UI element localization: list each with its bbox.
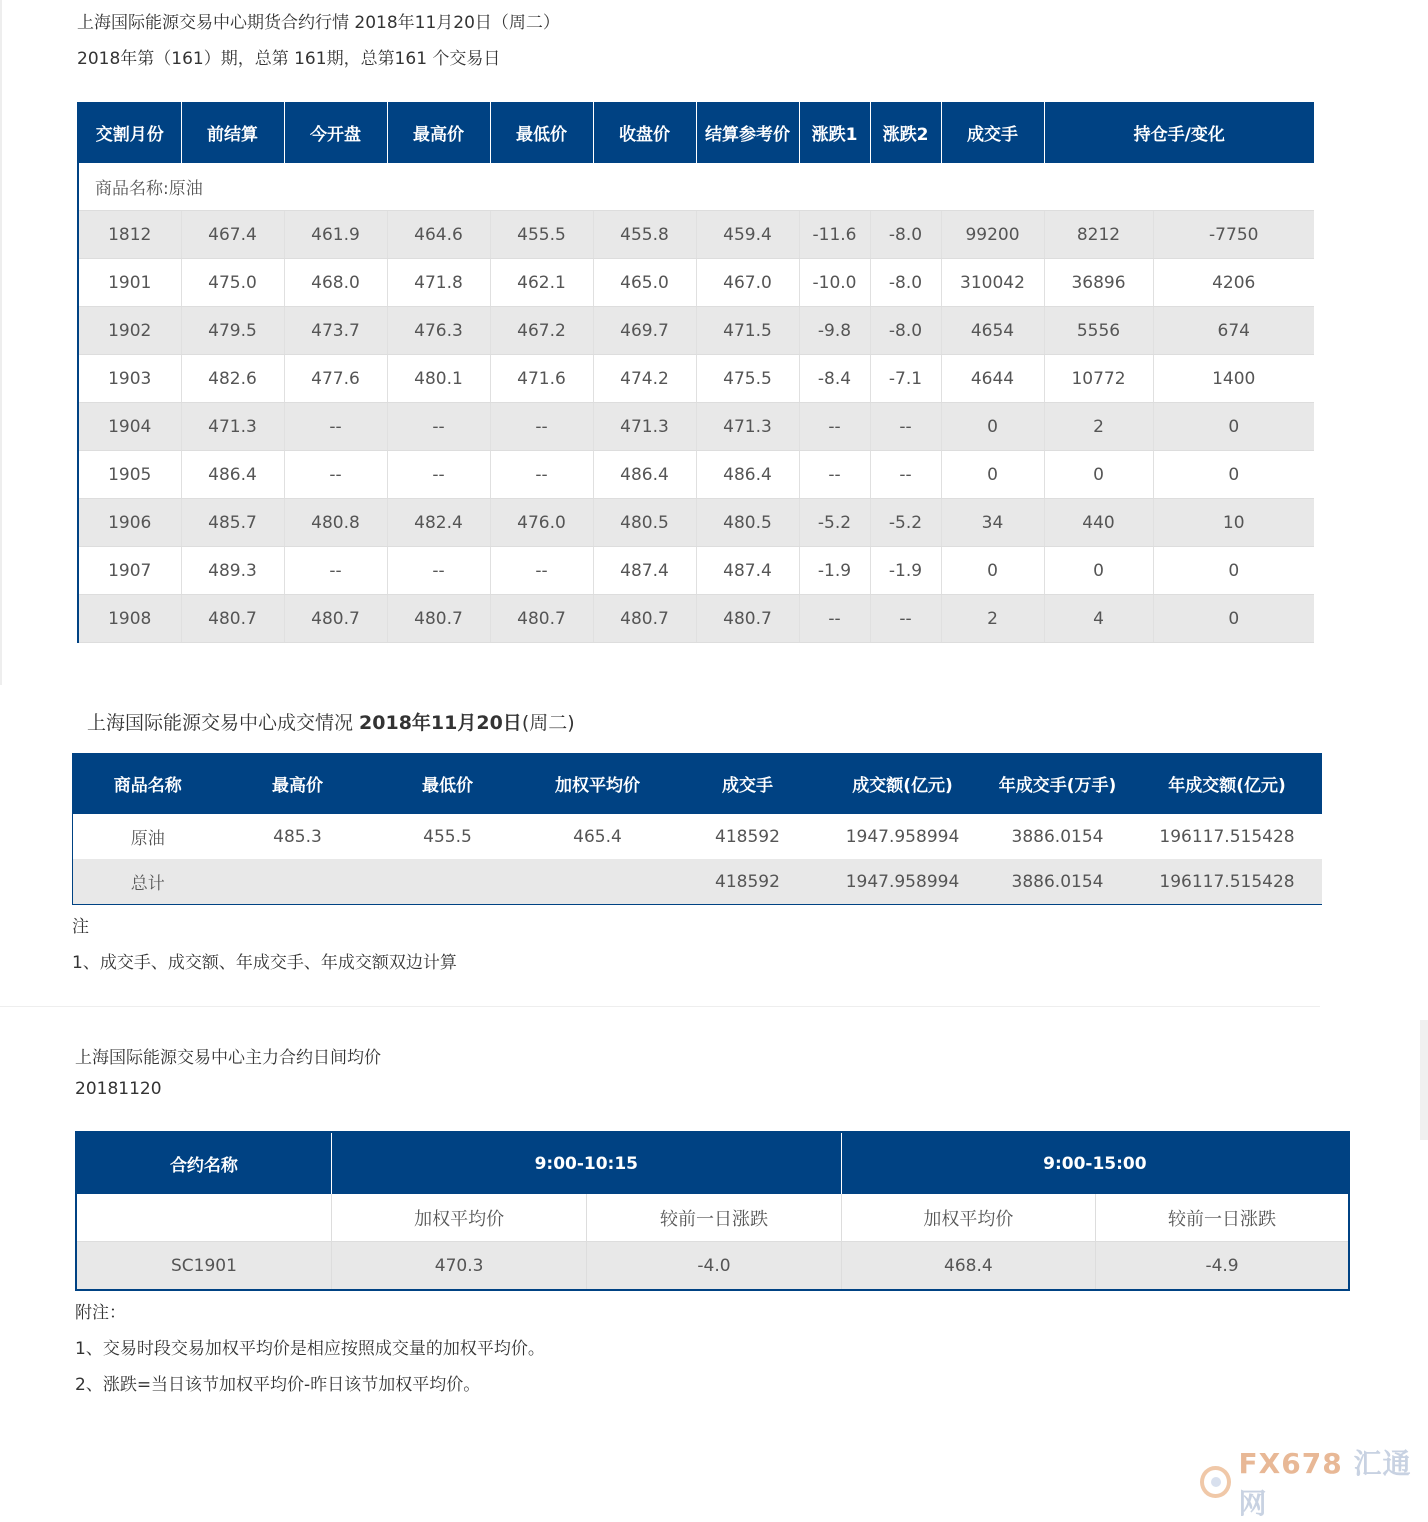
table-cell: 0 (1044, 547, 1153, 595)
table-cell: 1903 (78, 355, 181, 403)
table-cell: -1.9 (799, 547, 870, 595)
table-cell: 480.7 (593, 595, 696, 643)
table-cell: -- (284, 547, 387, 595)
table-cell: 10772 (1044, 355, 1153, 403)
table-cell: 418592 (673, 859, 823, 905)
header-change2: 涨跌2 (870, 102, 941, 163)
table-cell: 455.8 (593, 211, 696, 259)
header-period-day: 9:00-15:00 (841, 1132, 1349, 1194)
table-cell: 487.4 (696, 547, 799, 595)
table-cell: 475.0 (181, 259, 284, 307)
header-low: 最低价 (490, 102, 593, 163)
table-cell: 4644 (941, 355, 1044, 403)
table-cell: -11.6 (799, 211, 870, 259)
table-cell: 468.4 (841, 1242, 1095, 1291)
daily-average-table (75, 1131, 1350, 1291)
table-cell: 475.5 (696, 355, 799, 403)
table-cell: 0 (941, 547, 1044, 595)
table-cell: 1812 (78, 211, 181, 259)
table-cell: -- (799, 451, 870, 499)
table-cell (373, 859, 523, 905)
table-cell: -10.0 (799, 259, 870, 307)
table-cell: -- (387, 547, 490, 595)
table-cell: -4.9 (1096, 1242, 1349, 1291)
table-cell: 482.4 (387, 499, 490, 547)
table-cell: 310042 (941, 259, 1044, 307)
table-cell: 486.4 (593, 451, 696, 499)
table-row (78, 259, 1314, 307)
trading-summary-title-prefix: 上海国际能源交易中心成交情况 (87, 712, 360, 734)
header-delivery-month: 交割月份 (78, 102, 181, 163)
header-open: 今开盘 (284, 102, 387, 163)
table-cell: 469.7 (593, 307, 696, 355)
right-edge-strip (1420, 1020, 1428, 1140)
table-cell: 1906 (78, 499, 181, 547)
table-row (78, 547, 1314, 595)
table-cell: 482.6 (181, 355, 284, 403)
table-cell: 3886.0154 (983, 859, 1133, 905)
table-cell: 1902 (78, 307, 181, 355)
table-cell: -8.0 (870, 259, 941, 307)
table-cell: 465.4 (523, 814, 673, 859)
table-cell: 480.8 (284, 499, 387, 547)
table-cell: 原油 (73, 814, 223, 859)
table-cell: 480.7 (387, 595, 490, 643)
table-cell: 486.4 (696, 451, 799, 499)
table-cell: -8.0 (870, 211, 941, 259)
table-cell: 464.6 (387, 211, 490, 259)
header-open-interest: 持仓手/变化 (1044, 102, 1314, 163)
header-weighted-avg: 加权平均价 (523, 753, 673, 814)
table-cell: -- (490, 451, 593, 499)
header-annual-turnover: 年成交额(亿元) (1133, 753, 1322, 814)
header-settle-ref: 结算参考价 (696, 102, 799, 163)
table-cell: 467.4 (181, 211, 284, 259)
table-cell: 465.0 (593, 259, 696, 307)
table-cell: 477.6 (284, 355, 387, 403)
table-cell: 489.3 (181, 547, 284, 595)
table-cell: 474.2 (593, 355, 696, 403)
table-cell: -7750 (1153, 211, 1314, 259)
table-cell: 487.4 (593, 547, 696, 595)
daily-avg-date: 20181120 (75, 1079, 162, 1099)
table-cell: 467.0 (696, 259, 799, 307)
table-cell: 440 (1044, 499, 1153, 547)
table-cell: 2 (941, 595, 1044, 643)
trading-summary-title-date: 2018年11月20日 (359, 712, 522, 734)
table-cell: -- (870, 403, 941, 451)
table-cell: 10 (1153, 499, 1314, 547)
table-cell: 470.3 (331, 1242, 586, 1291)
futures-header-row (78, 102, 1314, 163)
table-cell: 1908 (78, 595, 181, 643)
table-cell: -7.1 (870, 355, 941, 403)
sub-header-row (76, 1194, 1349, 1242)
table-cell: 4 (1044, 595, 1153, 643)
table-cell: 462.1 (490, 259, 593, 307)
watermark-text (1239, 1442, 1428, 1522)
total-row (73, 859, 1322, 905)
table-cell: 674 (1153, 307, 1314, 355)
table-cell: -- (387, 403, 490, 451)
table-row (73, 814, 1322, 859)
header-volume: 成交手 (673, 753, 823, 814)
sub-header-change: 较前一日涨跌 (587, 1194, 841, 1242)
header-change1: 涨跌1 (799, 102, 870, 163)
table-cell: 480.1 (387, 355, 490, 403)
table-row (76, 1242, 1349, 1291)
header-high: 最高价 (223, 753, 373, 814)
table-cell: 99200 (941, 211, 1044, 259)
table-cell: 418592 (673, 814, 823, 859)
futures-title: 上海国际能源交易中心期货合约行情 2018年11月20日（周二） (77, 13, 560, 33)
header-prev-settle: 前结算 (181, 102, 284, 163)
table-cell: 1907 (78, 547, 181, 595)
table-cell: -- (490, 403, 593, 451)
trading-summary-title (87, 708, 575, 735)
table-cell: 1905 (78, 451, 181, 499)
header-low: 最低价 (373, 753, 523, 814)
table-cell: 1400 (1153, 355, 1314, 403)
fx678-logo-icon (1200, 1466, 1231, 1498)
sub-header-weighted-avg: 加权平均价 (841, 1194, 1095, 1242)
table-cell: 480.7 (284, 595, 387, 643)
table-cell: 468.0 (284, 259, 387, 307)
table-cell: -- (284, 451, 387, 499)
table-cell: 486.4 (181, 451, 284, 499)
table-cell: 459.4 (696, 211, 799, 259)
daily-avg-title: 上海国际能源交易中心主力合约日间均价 (75, 1048, 381, 1068)
table-cell: -- (799, 403, 870, 451)
table-cell: -1.9 (870, 547, 941, 595)
table-row (78, 451, 1314, 499)
note-line-1: 1、成交手、成交额、年成交手、年成交额双边计算 (72, 953, 457, 973)
header-product-name: 商品名称 (73, 753, 223, 814)
table-row (78, 211, 1314, 259)
table-cell: 471.3 (593, 403, 696, 451)
table-cell: 471.3 (181, 403, 284, 451)
table-cell: 0 (1153, 595, 1314, 643)
table-cell: 471.5 (696, 307, 799, 355)
table-row (78, 595, 1314, 643)
category-row (78, 163, 1314, 211)
table-cell: -- (490, 547, 593, 595)
table-cell: 8212 (1044, 211, 1153, 259)
table-cell: 1947.958994 (823, 814, 983, 859)
table-cell: 455.5 (490, 211, 593, 259)
table-cell: 4654 (941, 307, 1044, 355)
header-high: 最高价 (387, 102, 490, 163)
table-cell: 471.3 (696, 403, 799, 451)
trading-summary-table (72, 753, 1322, 905)
table-cell: SC1901 (76, 1242, 331, 1291)
table-cell: 471.8 (387, 259, 490, 307)
table-cell: 0 (1044, 451, 1153, 499)
header-close: 收盘价 (593, 102, 696, 163)
table-cell: 455.5 (373, 814, 523, 859)
table-cell: 480.5 (696, 499, 799, 547)
daily-avg-header-row (76, 1132, 1349, 1194)
header-volume: 成交手 (941, 102, 1044, 163)
table-cell: 总计 (73, 859, 223, 905)
table-cell: 480.7 (181, 595, 284, 643)
table-cell: 480.5 (593, 499, 696, 547)
table-cell: 0 (941, 403, 1044, 451)
left-edge-line (0, 0, 2, 685)
table-cell: -- (387, 451, 490, 499)
table-cell: 0 (1153, 451, 1314, 499)
header-contract-name: 合约名称 (76, 1132, 331, 1194)
table-cell: 471.6 (490, 355, 593, 403)
table-cell: 5556 (1044, 307, 1153, 355)
table-cell: 36896 (1044, 259, 1153, 307)
table-cell (223, 859, 373, 905)
table-cell: -- (870, 595, 941, 643)
appendix-title: 附注： (75, 1303, 126, 1323)
table-cell: -8.4 (799, 355, 870, 403)
section-divider (0, 1006, 1320, 1007)
appendix-line-2: 2、涨跌=当日该节加权平均价-昨日该节加权平均价。 (75, 1375, 481, 1395)
table-cell: 473.7 (284, 307, 387, 355)
table-cell: 0 (1153, 547, 1314, 595)
table-cell (76, 1194, 331, 1242)
table-cell: -- (284, 403, 387, 451)
fx678-watermark (1200, 1447, 1428, 1520)
trading-summary-header-row (73, 753, 1322, 814)
table-cell: 34 (941, 499, 1044, 547)
sub-header-change: 较前一日涨跌 (1096, 1194, 1349, 1242)
category-label: 商品名称:原油 (78, 163, 1314, 211)
table-cell: 479.5 (181, 307, 284, 355)
futures-subtitle: 2018年第（161）期，总第 161期，总第161 个交易日 (77, 49, 501, 69)
table-cell: 0 (1153, 403, 1314, 451)
table-cell: -5.2 (799, 499, 870, 547)
watermark-latin: FX678 (1238, 1447, 1343, 1480)
header-turnover: 成交额(亿元) (823, 753, 983, 814)
table-cell: -- (799, 595, 870, 643)
table-cell: -8.0 (870, 307, 941, 355)
table-cell: 3886.0154 (983, 814, 1133, 859)
table-cell: 467.2 (490, 307, 593, 355)
trading-summary-title-suffix: (周二) (521, 712, 575, 734)
futures-quote-table (77, 102, 1314, 643)
table-cell: 461.9 (284, 211, 387, 259)
table-cell: 196117.515428 (1133, 859, 1322, 905)
table-cell: -9.8 (799, 307, 870, 355)
table-cell: 196117.515428 (1133, 814, 1322, 859)
header-period-morning: 9:00-10:15 (331, 1132, 841, 1194)
table-row (78, 307, 1314, 355)
table-cell: 476.0 (490, 499, 593, 547)
table-row (78, 403, 1314, 451)
table-cell: 476.3 (387, 307, 490, 355)
table-cell: 485.3 (223, 814, 373, 859)
table-row (78, 499, 1314, 547)
table-cell (523, 859, 673, 905)
table-cell: 4206 (1153, 259, 1314, 307)
table-cell: -5.2 (870, 499, 941, 547)
table-cell: 480.7 (490, 595, 593, 643)
table-cell: 1904 (78, 403, 181, 451)
table-cell: 1947.958994 (823, 859, 983, 905)
header-annual-volume: 年成交手(万手) (983, 753, 1133, 814)
table-cell: -- (870, 451, 941, 499)
note-title: 注 (72, 917, 89, 937)
table-row (78, 355, 1314, 403)
watermark-cn: 汇通网 (1238, 1447, 1412, 1520)
table-cell: 2 (1044, 403, 1153, 451)
table-cell: 0 (941, 451, 1044, 499)
table-cell: 485.7 (181, 499, 284, 547)
table-cell: 1901 (78, 259, 181, 307)
appendix-line-1: 1、交易时段交易加权平均价是相应按照成交量的加权平均价。 (75, 1339, 545, 1359)
table-cell: 480.7 (696, 595, 799, 643)
sub-header-weighted-avg: 加权平均价 (331, 1194, 586, 1242)
table-cell: -4.0 (587, 1242, 841, 1291)
